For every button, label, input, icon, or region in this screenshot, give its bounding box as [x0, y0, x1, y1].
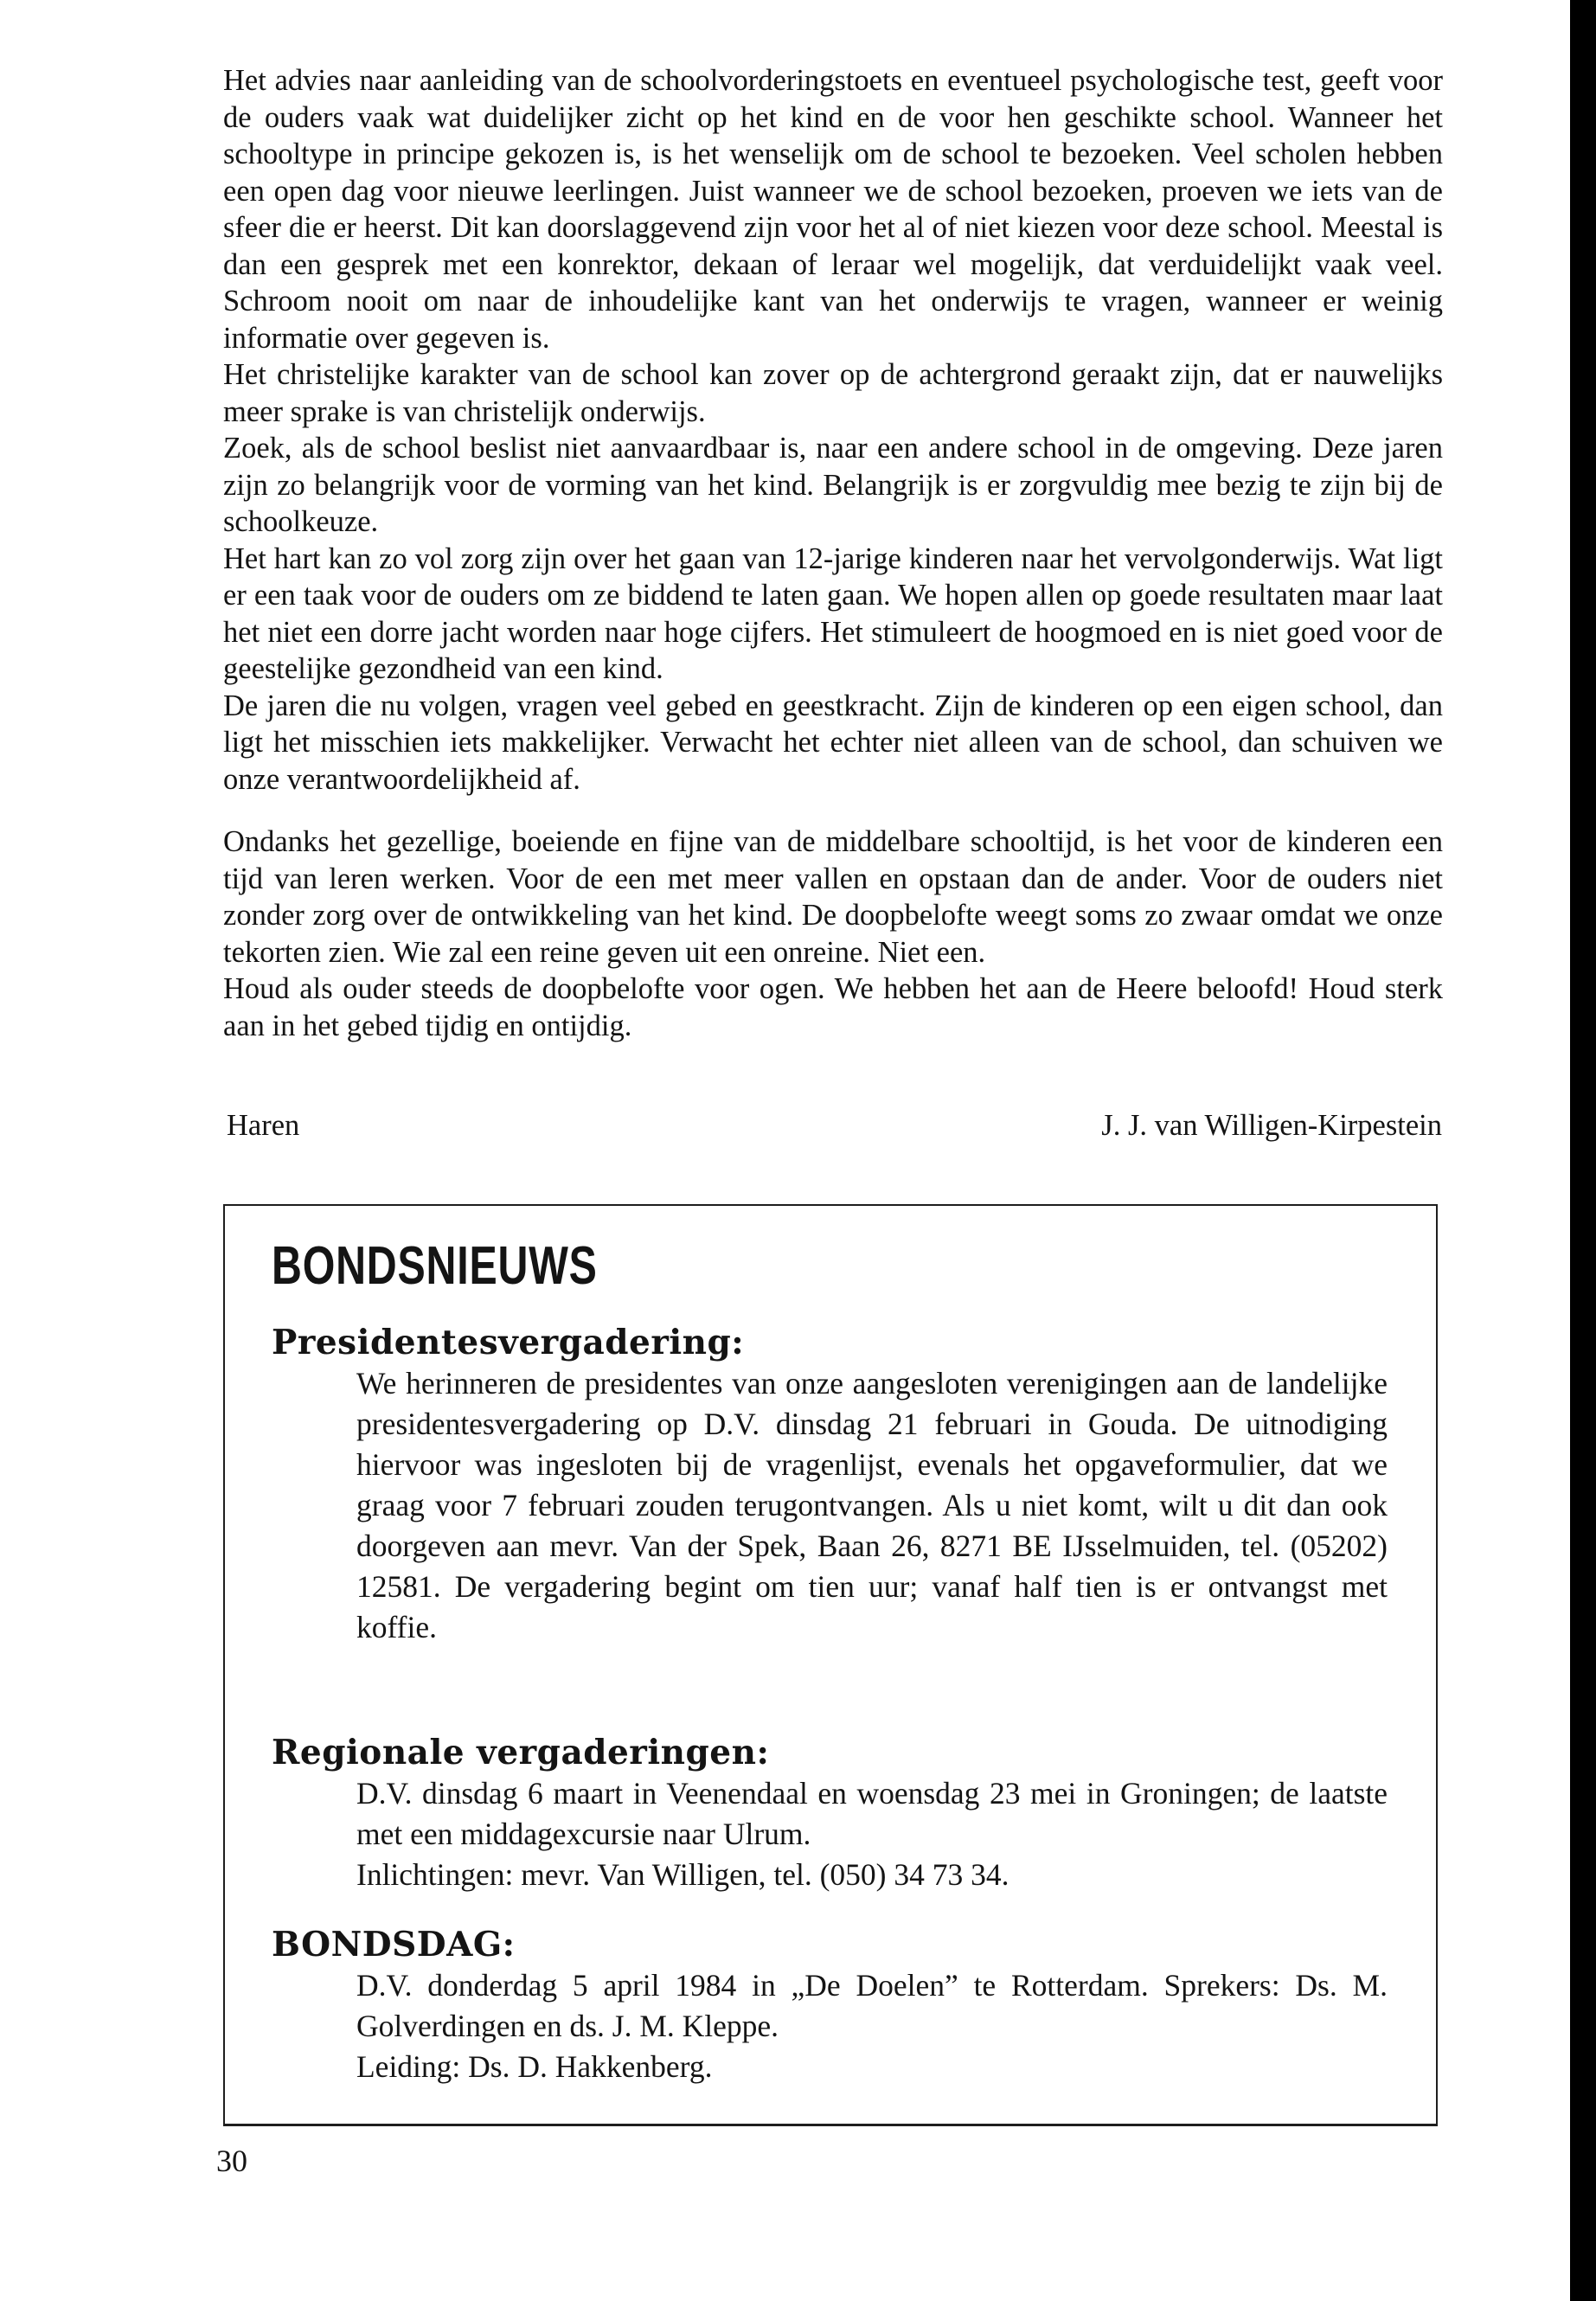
article-paragraph: Zoek, als de school beslist niet aanvaardbaar is, naar een andere school in de omgeving. Deze jaren zijn zo belangrijk voor de vorming van het kind. Belangrijk is er zorgvuldig mee bezig te zijn bij de schoolkeuze.: [223, 432, 1443, 538]
scan-border: [1570, 0, 1596, 2301]
signature-line: [227, 1107, 1442, 1144]
article-paragraph: Houd als ouder steeds de doopbelofte voor ogen. We hebben het aan de Heere beloofd! Houd sterk aan in het gebed tijdig en ontijdig.: [223, 972, 1443, 1042]
regionale-section: [272, 1732, 1388, 1895]
article-paragraph: Ondanks het gezellige, boeiende en fijne van de middelbare schooltijd, is het voor de kinderen een tijd van leren werken. Voor de een met meer vallen en opstaan dan de ander. Voor de ouders niet zonder zorg over de ontwikkeling van het kind. De doopbelofte weegt soms zo zwaar omdat we onze tekorten zien. Wie zal een reine geven uit een onreine. Niet een.: [223, 825, 1443, 969]
article-body: [223, 62, 1443, 1044]
place-name: Haren: [227, 1109, 300, 1142]
bondsnieuws-box: [223, 1204, 1438, 2126]
presidentes-text: We herinneren de presidentes van onze aangesloten verenigingen aan de landelijke presidentesvergadering op D.V. dinsdag 21 februari in Gouda. De uitnodiging hiervoor was ingesloten bij de vragenlijst, evenals het opgaveformulier, dat we graag voor 7 februari zouden terugontvangen. Als u niet komt, wilt u dit dan ook doorgeven aan mevr. Van der Spek, Baan 26, 8271 BE IJsselmuiden, tel. (05202) 12581. De vergadering begint om tien uur; vanaf half tien is er ontvangst met koffie.: [356, 1366, 1388, 1644]
bondsdag-section: [272, 1924, 1388, 2087]
presidentes-heading: Presidentesvergadering:: [272, 1323, 745, 1362]
article-paragraph: De jaren die nu volgen, vragen veel gebed en geestkracht. Zijn de kinderen op een eigen school, dan ligt het misschien iets makkelijker. Verwacht het echter niet alleen van de school, dan schuiven we onze verantwoordelijkheid af.: [223, 689, 1443, 796]
author-name: J. J. van Willigen-Kirpestein: [1101, 1109, 1442, 1142]
article-paragraph: Het hart kan zo vol zorg zijn over het gaan van 12-jarige kinderen naar het vervolgonderwijs. Wat ligt er een taak voor de ouders om ze biddend te laten gaan. We hopen allen op goede resultaten maar laat het niet een dorre jacht worden naar hoge cijfers. Het stimuleert de hoogmoed en is niet goed voor de geestelijke gezondheid van een kind.: [223, 542, 1443, 685]
regionale-text: D.V. dinsdag 6 maart in Veenendaal en woensdag 23 mei in Groningen; de laatste met een middagexcursie naar Ulrum.: [356, 1776, 1388, 1851]
bondsdag-heading: BONDSDAG:: [272, 1925, 516, 1965]
bondsnieuws-title: BONDSNIEUWS: [272, 1236, 598, 1296]
bondsdag-leiding: Leiding: Ds. D. Hakkenberg.: [356, 2049, 713, 2084]
regionale-info: Inlichtingen: mevr. Van Willigen, tel. (050) 34 73 34.: [356, 1857, 1010, 1892]
regionale-heading: Regionale vergaderingen:: [272, 1733, 770, 1772]
page-number: 30: [216, 2144, 247, 2178]
article-paragraph: Het advies naar aanleiding van de schoolvorderingstoets en eventueel psychologische test, geeft voor de ouders vaak wat duidelijker zicht op het kind en de voor hen geschikte school. Wanneer het schooltype in principe gekozen is, is het wenselijk om de school te bezoeken. Veel scholen hebben een open dag voor nieuwe leerlingen. Juist wanneer we de school bezoeken, proeven we iets van de sfeer die er heerst. Dit kan doorslaggevend zijn voor het al of niet kiezen voor deze school. Meestal is dan een gesprek met een konrektor, dekaan of leraar wel mogelijk, dat verduidelijkt vaak veel. Schroom nooit om naar de inhoudelijke kant van het onderwijs te vragen, wanneer er weinig informatie over gegeven is.: [223, 64, 1443, 355]
bondsdag-details: D.V. donderdag 5 april 1984 in „De Doelen” te Rotterdam. Sprekers: Ds. M. Golverdingen en ds. J. M. Kleppe.: [356, 1968, 1388, 2043]
article-paragraph: Het christelijke karakter van de school kan zover op de achtergrond geraakt zijn, dat er nauwelijks meer sprake is van christelijk onderwijs.: [223, 358, 1443, 428]
presidentes-section: [272, 1322, 1388, 1648]
